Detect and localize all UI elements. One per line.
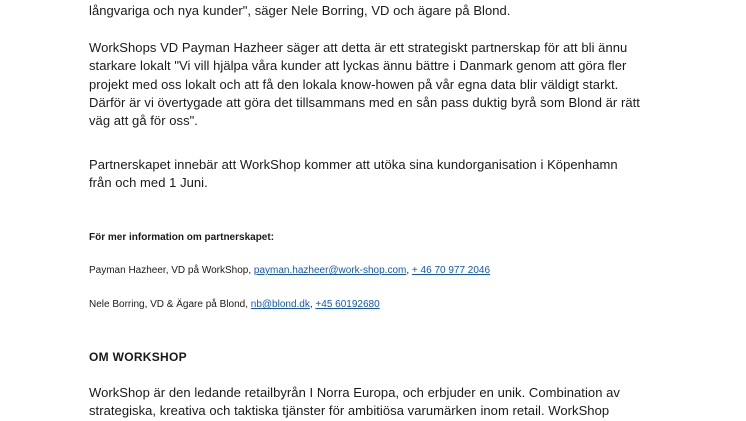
text-line: projekt med oss lokalt och att få den lokala know-howen på vår egna data blir väldigt starkt.: [89, 76, 619, 92]
partnership-paragraph: [89, 39, 689, 130]
separator: ,: [309, 299, 316, 310]
email-link[interactable]: payman.hazheer@work-shop.com: [253, 265, 407, 276]
phone-link[interactable]: + 46 70 977 2046: [411, 265, 491, 276]
contact-person-blond: [89, 298, 380, 311]
contact-heading: För mer information om partnerskapet:: [89, 232, 275, 243]
contact-name: Nele Borring, VD & Ägare på Blond,: [89, 299, 251, 310]
contact-name: Payman Hazheer, VD på WorkShop,: [89, 265, 254, 276]
text-line: strategiska, kreativa och taktiska tjänster för ambitiösa varumärken inom retail. WorkShop: [89, 403, 610, 419]
text-line: starkare lokalt "Vi vill hjälpa våra kunder att lyckas ännu bättre i Danmark genom att göra fler: [89, 58, 627, 74]
text-line: Därför är vi övertygade att göra det tillsammans med en sån pass duktig byrå som Blond är rätt: [89, 94, 640, 110]
about-heading: OM WORKSHOP: [89, 350, 187, 364]
text-line: WorkShops VD Payman Hazheer säger att detta är ett strategiskt partnerskap för att bli ännu: [89, 40, 628, 55]
contact-person-workshop: [89, 264, 490, 277]
email-link[interactable]: nb@blond.dk: [250, 299, 310, 310]
phone-link[interactable]: +45 60192680: [315, 299, 380, 310]
separator: ,: [406, 265, 412, 276]
text-line: väg att gå för oss".: [89, 113, 198, 129]
text-line: från och med 1 Juni.: [89, 175, 208, 191]
text-line: Partnerskapet innebär att WorkShop kommer att utöka sina kundorganisation i Köpenhamn: [89, 157, 618, 172]
quote-end-paragraph: [89, 2, 689, 20]
text-line: långvariga och nya kunder", säger Nele Borring, VD och ägare på Blond.: [89, 3, 511, 18]
expansion-paragraph: [89, 156, 689, 193]
about-paragraph: [89, 384, 689, 421]
text-line: WorkShop är den ledande retailbyrån I Norra Europa, och erbjuder en unik. Combination av: [89, 385, 620, 400]
